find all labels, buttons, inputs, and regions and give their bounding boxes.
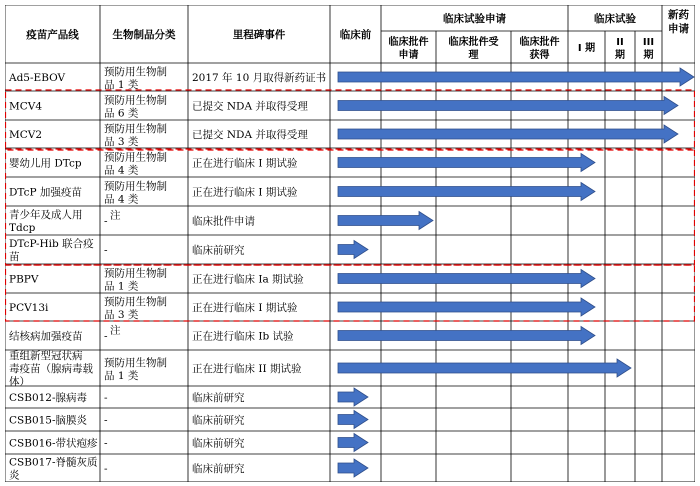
category: 预防用生物制	[104, 357, 167, 369]
category: 预防用生物制	[104, 151, 167, 164]
progress-arrows	[338, 68, 694, 477]
progress-arrow	[338, 298, 595, 316]
category: -	[104, 463, 108, 475]
product-name: 毒疫苗（腺病毒载	[9, 363, 93, 375]
progress-arrow	[338, 125, 678, 143]
milestone-event: 正在进行临床 I 期试验	[192, 157, 298, 170]
milestone-event: 临床前研究	[192, 414, 245, 427]
header-new-drug: 新药	[668, 9, 689, 21]
product-name: Ad5-EBOV	[9, 72, 66, 84]
milestone-event: 正在进行临床 II 期试验	[192, 363, 302, 375]
milestone-event: 临床前研究	[192, 437, 245, 450]
category: -	[104, 244, 108, 257]
progress-arrow	[338, 411, 368, 429]
product-name: 苗	[9, 251, 20, 263]
category: 品 6 类	[104, 107, 139, 120]
header-milestone: 里程碑事件	[232, 29, 286, 41]
milestone-event: 临床前研究	[192, 463, 245, 475]
product-name: MCV2	[9, 129, 43, 141]
category: 预防用生物制	[104, 123, 167, 135]
product-name: PBPV	[9, 273, 39, 286]
category: 品 1 类	[104, 79, 139, 91]
progress-arrow	[338, 459, 368, 477]
milestone-event: 已提交 NDA 并取得受理	[192, 100, 308, 113]
milestone-event: 正在进行临床 I 期试验	[192, 186, 298, 199]
subheader-app-submit: 临床批件	[388, 37, 429, 48]
product-name: 重组新型冠状病	[9, 350, 83, 362]
product-name: 炎	[9, 469, 20, 482]
header-clinical-application: 临床试验申请	[443, 13, 506, 25]
product-name: CSB017-脊髓灰质	[9, 456, 98, 469]
category: 品 1 类	[104, 280, 139, 293]
progress-arrow	[338, 183, 595, 201]
milestone-event: 临床批件申请	[192, 215, 255, 228]
product-name: DTcP 加强疫苗	[9, 186, 82, 199]
subheader-phase-3: 期	[643, 50, 654, 61]
milestone-event: 正在进行临床 Ib 试验	[192, 330, 294, 343]
category: -	[104, 414, 108, 427]
header-preclinical: 临床前	[339, 29, 372, 41]
progress-arrow	[338, 434, 368, 452]
progress-arrow	[338, 388, 368, 406]
subheader-app-accept: 临床批件受	[448, 37, 499, 48]
category: 预防用生物制	[104, 66, 167, 78]
subheader-phase-3: III	[642, 37, 655, 48]
progress-arrow	[338, 68, 694, 86]
milestone-event: 临床前研究	[192, 244, 245, 257]
category: 预防用生物制	[104, 267, 167, 280]
product-name: CSB015-脑膜炎	[9, 414, 88, 427]
progress-arrow	[338, 154, 595, 172]
category: 品 4 类	[104, 164, 139, 177]
category: -	[104, 392, 108, 404]
subheader-app-obtain: 临床批件	[519, 37, 560, 48]
product-name: 体）	[9, 376, 30, 388]
category: 预防用生物制	[104, 94, 167, 107]
product-name: MCV4	[9, 100, 43, 113]
category: -	[104, 330, 108, 343]
category-note: 注	[110, 324, 121, 337]
category: -	[104, 437, 108, 450]
progress-arrow	[338, 97, 678, 115]
subheader-phase-2: 期	[615, 50, 625, 61]
product-name: CSB016-带状疱疹	[9, 437, 98, 450]
progress-arrow	[338, 359, 631, 377]
progress-arrow	[338, 270, 595, 288]
milestone-event: 临床前研究	[192, 392, 245, 404]
header-product-line: 疫苗产品线	[26, 29, 79, 41]
header-new-drug: 申请	[668, 23, 689, 35]
category: 品 4 类	[104, 193, 139, 206]
product-name: DTcP-Hib 联合疫	[9, 238, 94, 250]
category: 品 1 类	[104, 370, 139, 382]
product-name: 青少年及成人用	[9, 209, 83, 221]
milestone-event: 正在进行临床 I 期试验	[192, 302, 298, 314]
milestone-event: 正在进行临床 Ia 期试验	[192, 273, 304, 286]
progress-arrow	[338, 212, 433, 230]
vaccine-pipeline-table	[5, 5, 695, 482]
category: -	[104, 215, 108, 228]
product-name: 婴幼儿用 DTcp	[9, 157, 82, 170]
category: 品 3 类	[104, 136, 139, 148]
subheader-app-accept: 理	[468, 50, 479, 61]
header-clinical-trial: 临床试验	[594, 13, 636, 25]
category: 预防用生物制	[104, 180, 167, 193]
subheader-app-submit: 申请	[398, 50, 419, 61]
progress-arrow	[338, 241, 368, 259]
milestone-event: 2017 年 10 月取得新药证书	[192, 72, 327, 84]
category: 预防用生物制	[104, 296, 167, 308]
subheader-phase-2: II	[616, 37, 624, 48]
product-name: 结核病加强疫苗	[9, 330, 83, 343]
product-name: Tdcp	[9, 222, 36, 234]
progress-arrow	[338, 327, 595, 345]
subheader-phase-1: I 期	[577, 43, 596, 54]
subheader-app-obtain: 获得	[529, 50, 550, 61]
milestone-event: 已提交 NDA 并取得受理	[192, 129, 308, 141]
category: 品 3 类	[104, 309, 139, 321]
header-category: 生物制品分类	[112, 29, 176, 41]
category-note: 注	[110, 209, 121, 222]
product-name: CSB012-腺病毒	[9, 392, 88, 404]
product-name: PCV13i	[9, 302, 49, 314]
